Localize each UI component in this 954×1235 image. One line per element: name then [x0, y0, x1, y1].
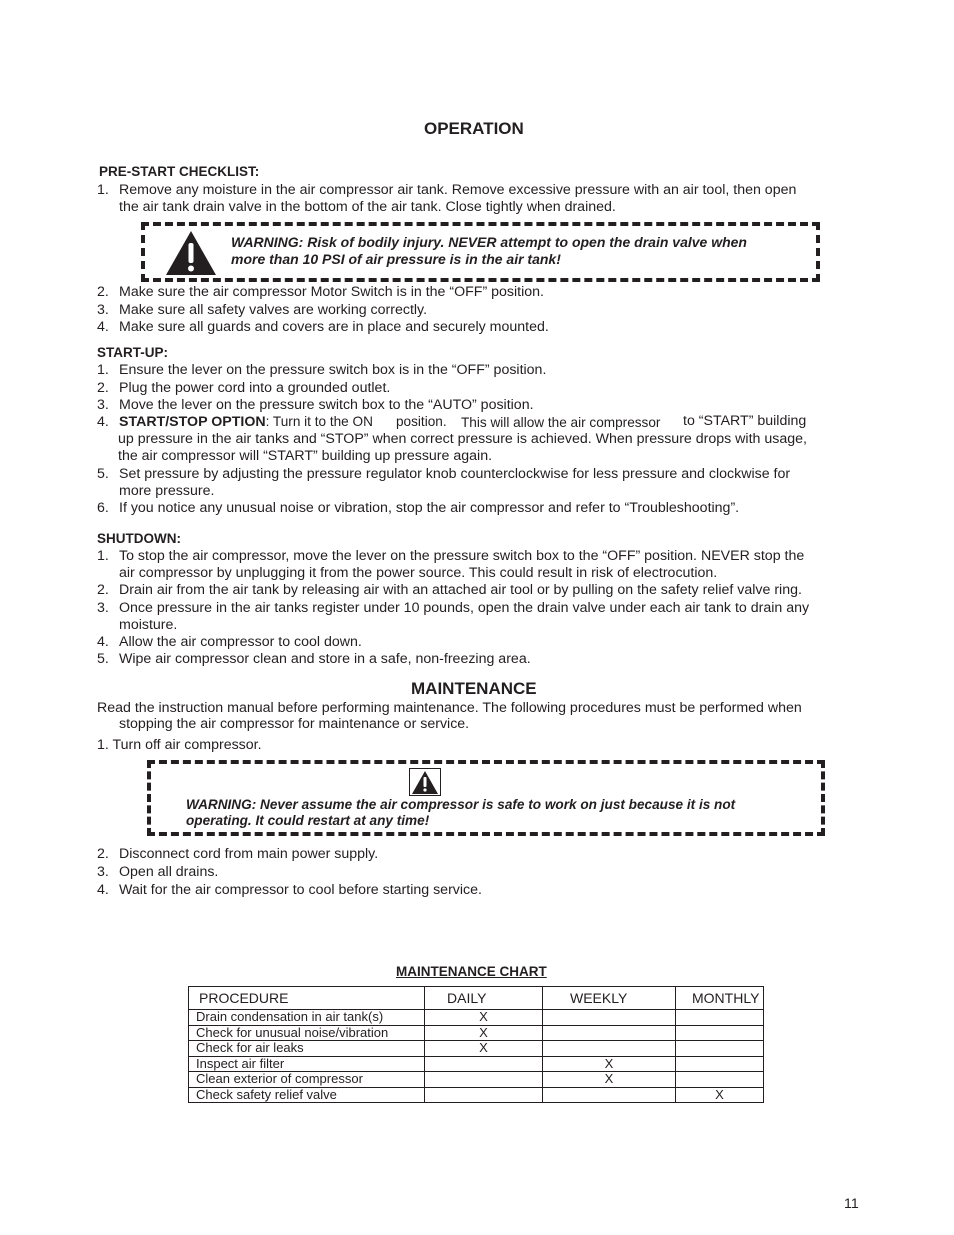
table-cell: X [425, 1025, 543, 1041]
warning-text: more than 10 PSI of air pressure is in the air tank! [231, 251, 561, 267]
list-item-text: To stop the air compressor, move the lever on the pressure switch box to the “OFF” position. NEVER stop the [119, 548, 805, 564]
table-cell [676, 1056, 764, 1072]
list-number: 5. [97, 651, 109, 667]
list-number: 3. [97, 302, 109, 318]
list-item-text: the air compressor will “START” building up pressure again. [118, 448, 493, 464]
list-number: 3. [97, 864, 109, 880]
list-item-text: Ensure the lever on the pressure switch box is in the “OFF” position. [119, 362, 547, 378]
section-title-maintenance: MAINTENANCE [411, 679, 537, 698]
maintenance-table [188, 986, 764, 1103]
column-header: WEEKLY [543, 987, 676, 1010]
list-item-text: the air tank drain valve in the bottom of the air tank. Close tightly when drained. [119, 199, 616, 215]
table-cell: Check for unusual noise/vibration [189, 1025, 425, 1041]
list-number: 2. [97, 284, 109, 300]
table-cell [543, 1010, 676, 1026]
warning-box-restart [147, 760, 825, 836]
table-cell: Clean exterior of compressor [189, 1072, 425, 1088]
warning-text: operating. It could restart at any time! [186, 813, 430, 828]
list-item-text: to “START” building [683, 413, 807, 429]
list-item-text: Move the lever on the pressure switch box to the “AUTO” position. [119, 397, 534, 413]
list-number: 3. [97, 397, 109, 413]
section-title-operation: OPERATION [424, 119, 524, 138]
list-item-text: : Turn it to the ON [265, 414, 373, 429]
table-cell: X [543, 1072, 676, 1088]
list-number: 4. [97, 414, 109, 430]
chart-title: MAINTENANCE CHART [396, 964, 547, 979]
warning-triangle-icon [165, 230, 217, 276]
list-item-text: position. [396, 414, 447, 429]
list-item-text: Drain air from the air tank by releasing air with an attached air tool or by pulling on the safety relief valve ring. [119, 582, 802, 598]
prestart-heading: PRE-START CHECKLIST: [99, 164, 260, 179]
table-cell: X [425, 1010, 543, 1026]
table-cell [425, 1056, 543, 1072]
table-cell [425, 1087, 543, 1103]
list-number: 3. [97, 600, 109, 616]
start-stop-option-label: START/STOP OPTION [119, 414, 266, 430]
table-cell: X [543, 1056, 676, 1072]
table-row [189, 1087, 764, 1103]
list-item-text: If you notice any unusual noise or vibration, stop the air compressor and refer to “Troubleshooting”. [119, 500, 740, 516]
table-cell [543, 1087, 676, 1103]
list-item-text: Allow the air compressor to cool down. [119, 634, 362, 650]
table-header-row [189, 987, 764, 1010]
list-number: 1. [97, 548, 109, 564]
list-item-text: Once pressure in the air tanks register under 10 pounds, open the drain valve under each air tank to drain any [119, 600, 810, 616]
list-number: 5. [97, 466, 109, 482]
column-header: DAILY [425, 987, 543, 1010]
table-row [189, 1056, 764, 1072]
list-number: 4. [97, 882, 109, 898]
list-number: 1. [97, 182, 109, 198]
list-item-text [119, 413, 373, 431]
shutdown-heading: SHUTDOWN: [97, 531, 181, 546]
list-item-text: more pressure. [119, 483, 215, 499]
list-item-text: Disconnect cord from main power supply. [119, 846, 379, 862]
warning-text: WARNING: Risk of bodily injury. NEVER attempt to open the drain valve when [231, 234, 747, 250]
list-item-text: Wait for the air compressor to cool before starting service. [119, 882, 482, 898]
page-number: 11 [844, 1196, 859, 1212]
warning-text: WARNING: Never assume the air compressor is safe to work on just because it is not [186, 797, 736, 812]
table-cell [676, 1025, 764, 1041]
maintenance-intro: stopping the air compressor for maintenance or service. [119, 716, 470, 732]
table-cell: X [676, 1087, 764, 1103]
warning-box-drain [141, 222, 820, 282]
list-number: 4. [97, 319, 109, 335]
list-number: 2. [97, 380, 109, 396]
table-cell [425, 1072, 543, 1088]
list-item-text: air compressor by unplugging it from the power source. This could result in risk of electrocution. [119, 565, 718, 581]
list-item-text: up pressure in the air tanks and “STOP” when correct pressure is achieved. When pressure drops with usage, [118, 431, 807, 447]
table-cell [543, 1041, 676, 1057]
table-cell [676, 1010, 764, 1026]
column-header: MONTHLY [676, 987, 764, 1010]
table-cell [676, 1041, 764, 1057]
table-cell: Check for air leaks [189, 1041, 425, 1057]
column-header: PROCEDURE [189, 987, 425, 1010]
maintenance-intro: Read the instruction manual before performing maintenance. The following procedures must be performed when [97, 700, 802, 716]
list-item-text: 1. Turn off air compressor. [97, 737, 262, 753]
list-number: 1. [97, 362, 109, 378]
table-row [189, 1072, 764, 1088]
table-cell [676, 1072, 764, 1088]
list-item-text: Wipe air compressor clean and store in a safe, non-freezing area. [119, 651, 531, 667]
list-item-text: Remove any moisture in the air compressor air tank. Remove excessive pressure with an air tool, then open [119, 182, 797, 198]
table-cell [543, 1025, 676, 1041]
list-item-text: Plug the power cord into a grounded outlet. [119, 380, 391, 396]
list-number: 4. [97, 634, 109, 650]
warning-triangle-icon [409, 768, 441, 796]
table-row [189, 1041, 764, 1057]
list-item-text: Make sure all guards and covers are in place and securely mounted. [119, 319, 549, 335]
list-item-text: Make sure the air compressor Motor Switch is in the “OFF” position. [119, 284, 544, 300]
table-row [189, 1025, 764, 1041]
list-item-text: This will allow the air compressor [461, 415, 661, 430]
list-item-text: moisture. [119, 617, 178, 633]
table-cell: Drain condensation in air tank(s) [189, 1010, 425, 1026]
list-number: 6. [97, 500, 109, 516]
list-item-text: Make sure all safety valves are working correctly. [119, 302, 428, 318]
list-item-text: Set pressure by adjusting the pressure regulator knob counterclockwise for less pressure and clockwise for [119, 466, 791, 482]
table-cell: X [425, 1041, 543, 1057]
table-row [189, 1010, 764, 1026]
list-number: 2. [97, 846, 109, 862]
table-cell: Check safety relief valve [189, 1087, 425, 1103]
list-number: 2. [97, 582, 109, 598]
startup-heading: START-UP: [97, 345, 168, 360]
table-cell: Inspect air filter [189, 1056, 425, 1072]
list-item-text: Open all drains. [119, 864, 219, 880]
